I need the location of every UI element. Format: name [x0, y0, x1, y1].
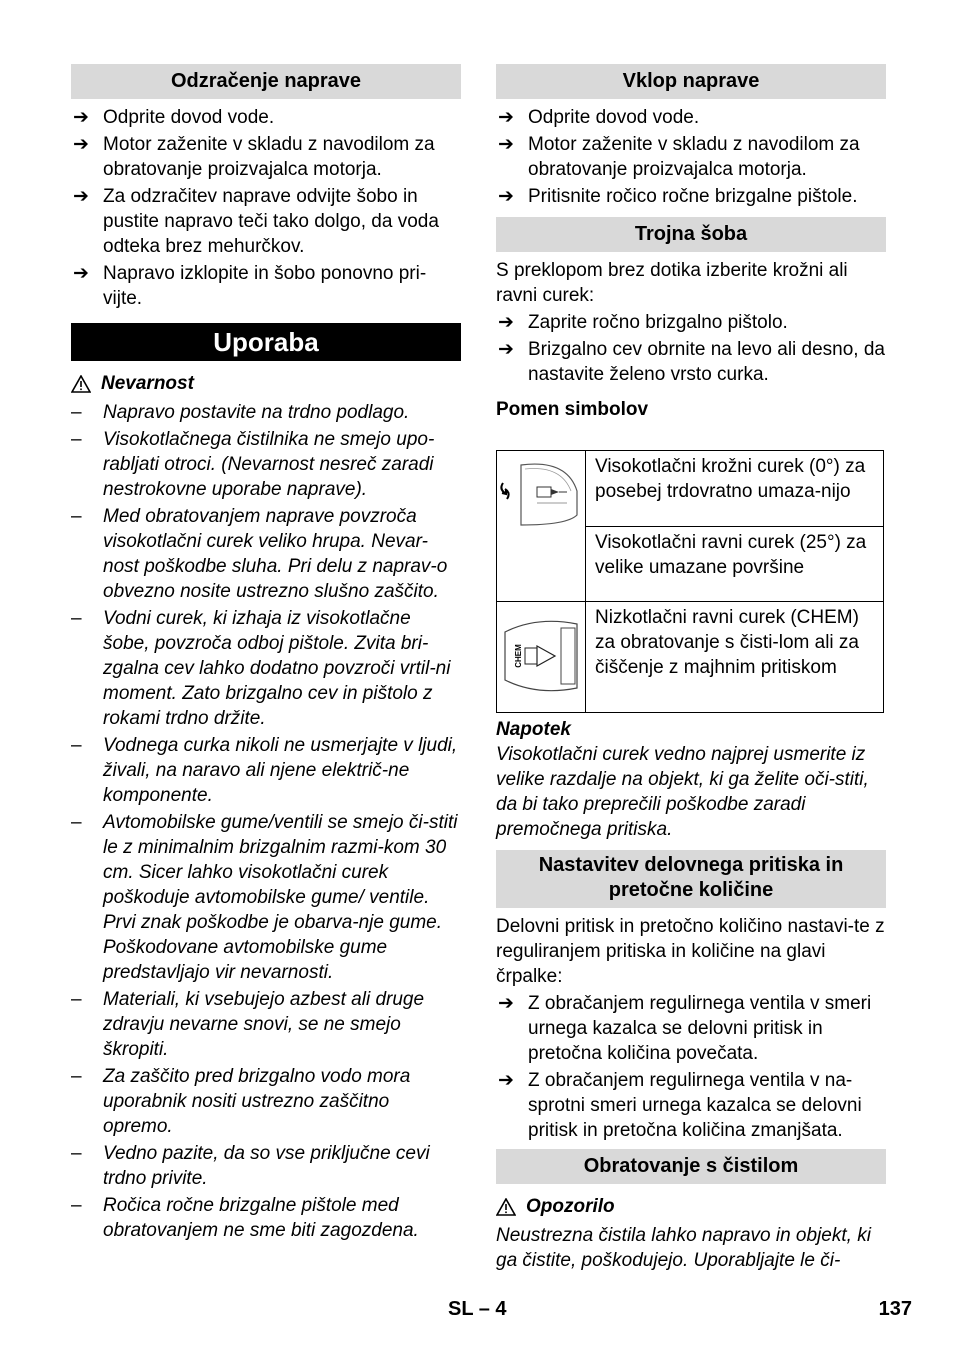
pressure-steps-list — [496, 991, 886, 1143]
arrow-icon: ➔ — [73, 263, 89, 284]
left-column — [71, 64, 461, 1245]
arrow-icon: ➔ — [498, 186, 514, 207]
dash-icon: – — [71, 402, 82, 423]
note-heading: Napotek — [496, 719, 571, 740]
list-item: – Visokotlačnega čistilnika ne smejo upo-rabljati otroci. (Nevarnost nesreč zaradi nestrokovne uporabe naprave). — [71, 429, 435, 500]
list-item: – Vodni curek, ki izhaja iz visokotlačne šobe, povzroča odboj pištole. Zvita bri-zgalna cev lahko dodatno povzroči vrtil-ni moment. Zato brizgalno cev in pištolo z rokami trdno držite. — [71, 608, 451, 729]
caution-heading — [496, 1194, 886, 1219]
table-row — [497, 602, 884, 713]
dash-icon: – — [71, 506, 82, 527]
danger-list — [71, 400, 461, 1243]
warning-triangle-icon — [71, 375, 91, 393]
caution-label: Opozorilo — [526, 1196, 615, 1217]
chapter-title: Uporaba — [71, 323, 461, 361]
nozzle-steps-list — [496, 310, 886, 387]
arrow-icon: ➔ — [498, 339, 514, 360]
danger-label: Nevarnost — [101, 373, 194, 394]
list-item: ➔ Pritisnite ročico ročne brizgalne pištole. — [498, 186, 858, 207]
list-item: – Avtomobilske gume/ventili se smejo či-stiti le z minimalnim brizgalnim razmi-kom 30 cm. Sicer lahko visokotlačni curek poškoduje avtomobilske gume/ ventile. Prvi znak poškodbe je obarva-nje gume. Poškodovane avtomobilske gume predstavljajo vir nevarnosti. — [71, 812, 458, 983]
arrow-icon: ➔ — [498, 134, 514, 155]
footer-page-label: SL – 4 — [448, 1298, 507, 1320]
pressure-heading-line2: pretočne količine — [608, 879, 774, 901]
arrow-icon: ➔ — [73, 134, 89, 155]
symbol-description: Visokotlačni ravni curek (25°) za velike umazane površine — [586, 526, 884, 602]
table-row — [497, 451, 884, 527]
high-pressure-nozzle-icon — [497, 451, 585, 601]
section-heading-nozzle: Trojna šoba — [496, 217, 886, 252]
list-item: – Napravo postavite na trdno podlago. — [71, 402, 410, 423]
symbol-description: Visokotlačni krožni curek (0°) za posebej trdovratno umaza-nijo — [586, 451, 884, 527]
dash-icon: – — [71, 989, 82, 1010]
symbol-description: Nizkotlačni ravni curek (CHEM) za obratovanje s čisti-lom ali za čiščenje z majhnim pritiskom — [586, 602, 884, 713]
list-item: – Med obratovanjem naprave povzroča visokotlačni curek veliko hrupa. Nevar-nost poškodbe sluha. Pri delu z naprav-o obvezno nosite ustrezno slušno zaščito. — [71, 506, 448, 602]
dash-icon: – — [71, 429, 82, 450]
warning-triangle-icon — [496, 1198, 516, 1216]
list-item: ➔ Brizgalno cev obrnite na levo ali desno, da nastavite želeno vrsto curka. — [498, 339, 886, 385]
arrow-icon: ➔ — [498, 107, 514, 128]
chem-nozzle-icon — [497, 602, 585, 712]
dash-icon: – — [71, 1066, 82, 1087]
arrow-icon: ➔ — [73, 186, 89, 207]
danger-heading — [71, 371, 461, 396]
dash-icon: – — [71, 1195, 82, 1216]
note-text: Visokotlačni curek vedno najprej usmerite iz velike razdalje na objekt, ki ga želite oči-stiti, da bi tako preprečili poškodbe zaradi premočnega pritiska. — [496, 744, 869, 840]
symbol-cell — [497, 602, 586, 713]
list-item: – Ročica ročne brizgalne pištole med obratovanjem ne sme biti zagozdena. — [71, 1195, 419, 1241]
dash-icon: – — [71, 735, 82, 756]
dash-icon: – — [71, 1143, 82, 1164]
list-item: – Vodnega curka nikoli ne usmerjajte v ljudi, živali, na naravo ali njene električ-ne komponente. — [71, 735, 458, 806]
section-heading-switch-on: Vklop naprave — [496, 64, 886, 99]
list-item: ➔ Zaprite ročno brizgalno pištolo. — [498, 312, 788, 333]
list-item: ➔ Motor zaženite v skladu z navodilom za obratovanje proizvajalca motorja. — [498, 134, 860, 180]
right-column — [496, 64, 886, 1275]
list-item: – Za zaščito pred brizgalno vodo mora uporabnik nositi ustrezno zaščitno opremo. — [71, 1066, 411, 1137]
arrow-icon: ➔ — [498, 312, 514, 333]
chem-label: CHEM — [514, 644, 523, 668]
section-heading-venting: Odzračenje naprave — [71, 64, 461, 99]
caution-text: Neustrezna čistila lahko napravo in objekt, ki ga čistite, poškodujejo. Uporabljajte le či- — [496, 1225, 871, 1271]
dash-icon: – — [71, 608, 82, 629]
arrow-icon: ➔ — [498, 1070, 514, 1091]
dash-icon: – — [71, 812, 82, 833]
pressure-intro: Delovni pritisk in pretočno količino nastavi-te z reguliranjem pritiska in količine na glavi črpalke: — [496, 916, 885, 987]
list-item: – Vedno pazite, da so vse priključne cevi trdno privite. — [71, 1143, 430, 1189]
pressure-heading-line1: Nastavitev delovnega pritiska in — [538, 854, 844, 876]
footer-page-number: 137 — [878, 1298, 912, 1320]
arrow-icon: ➔ — [498, 993, 514, 1014]
arrow-icon: ➔ — [73, 107, 89, 128]
symbol-cell — [497, 451, 586, 602]
symbols-heading: Pomen simbolov — [496, 399, 649, 420]
list-item: ➔ Za odzračitev naprave odvijte šobo in pustite napravo teči tako dolgo, da voda odteka brez mehurčkov. — [73, 186, 439, 257]
list-item: ➔ Motor zaženite v skladu z navodilom za obratovanje proizvajalca motorja. — [73, 134, 435, 180]
list-item: ➔ Napravo izklopite in šobo ponovno pri-vijte. — [73, 263, 427, 309]
section-heading-detergent: Obratovanje s čistilom — [496, 1149, 886, 1184]
switch-on-steps-list — [496, 105, 886, 209]
list-item: ➔ Odprite dovod vode. — [498, 107, 700, 128]
section-heading-pressure — [496, 850, 886, 908]
list-item: – Materiali, ki vsebujejo azbest ali druge zdravju nevarne snovi, se ne smejo škropiti. — [71, 989, 425, 1060]
venting-steps-list — [71, 105, 461, 311]
list-item: ➔ Odprite dovod vode. — [73, 107, 275, 128]
symbols-table — [496, 450, 884, 713]
list-item: ➔ Z obračanjem regulirnega ventila v na-sprotni smeri urnega kazalca se delovni pritisk in pretočna količina zmanjšata. — [498, 1070, 862, 1141]
list-item: ➔ Z obračanjem regulirnega ventila v smeri urnega kazalca se delovni pritisk in pretočna količina povečata. — [498, 993, 872, 1064]
nozzle-intro: S preklopom brez dotika izberite krožni ali ravni curek: — [496, 260, 848, 306]
